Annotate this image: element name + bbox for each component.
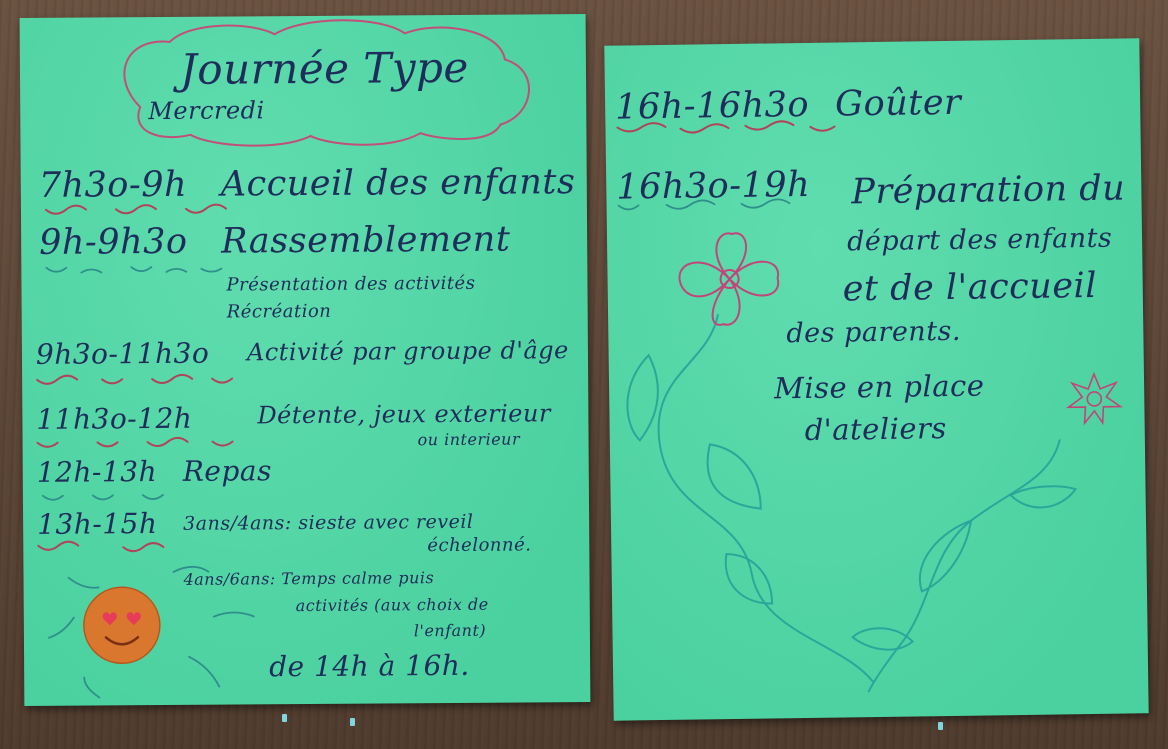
schedule-time: 12h-13h (36, 455, 158, 489)
schedule-time: 7h3o-9h (38, 164, 188, 206)
schedule-activity-detail: ou interieur (417, 429, 521, 450)
schedule-activity-detail: 4ans/6ans: Temps calme puis (183, 568, 435, 589)
schedule-activity-detail: Récréation (226, 300, 332, 323)
heart-eyes-emoji-icon (82, 585, 163, 666)
schedule-activity-detail: activités (aux choix de (295, 594, 489, 616)
schedule-activity: 3ans/4ans: sieste avec reveil (183, 510, 474, 535)
schedule-time: 9h-9h3o (39, 221, 188, 263)
schedule-activity-detail: l'enfant) (413, 620, 487, 641)
pushpin (938, 722, 943, 730)
schedule-time: 16h3o-19h (616, 164, 811, 208)
schedule-activity: Accueil des enfants (220, 162, 576, 205)
schedule-time: 16h-16h3o (614, 84, 810, 128)
poster-title: Journée Type (179, 42, 469, 94)
pushpin (350, 718, 355, 726)
schedule-activity-detail: Mise en place (773, 368, 985, 406)
schedule-activity: Détente, jeux exterieur (257, 399, 551, 430)
schedule-activity-detail: d'ateliers (804, 411, 948, 448)
schedule-activity-detail: et de l'accueil (842, 265, 1098, 310)
schedule-activity: Goûter (834, 82, 962, 125)
schedule-time: 9h3o-11h3o (35, 336, 210, 371)
schedule-activity: Repas (182, 454, 273, 488)
flower-icon (667, 223, 799, 335)
schedule-time: 11h3o-12h (36, 401, 193, 436)
schedule-activity-detail: de 14h à 16h. (269, 648, 470, 684)
schedule-activity-detail: des parents. (786, 315, 962, 350)
schedule-activity-detail: Présentation des activités (226, 272, 476, 296)
schedule-activity: Préparation du (851, 168, 1126, 213)
poster-subtitle: Mercredi (148, 96, 265, 126)
schedule-poster-left (20, 14, 591, 706)
schedule-poster-right (604, 38, 1148, 720)
small-flower-icon (1064, 369, 1125, 430)
schedule-time: 13h-15h (37, 507, 158, 541)
schedule-activity-detail: départ des enfants (846, 222, 1113, 258)
pushpin (282, 714, 287, 722)
schedule-activity: Rassemblement (221, 219, 511, 262)
schedule-activity-detail: échelonné. (427, 534, 532, 557)
schedule-activity: Activité par groupe d'âge (246, 336, 569, 367)
